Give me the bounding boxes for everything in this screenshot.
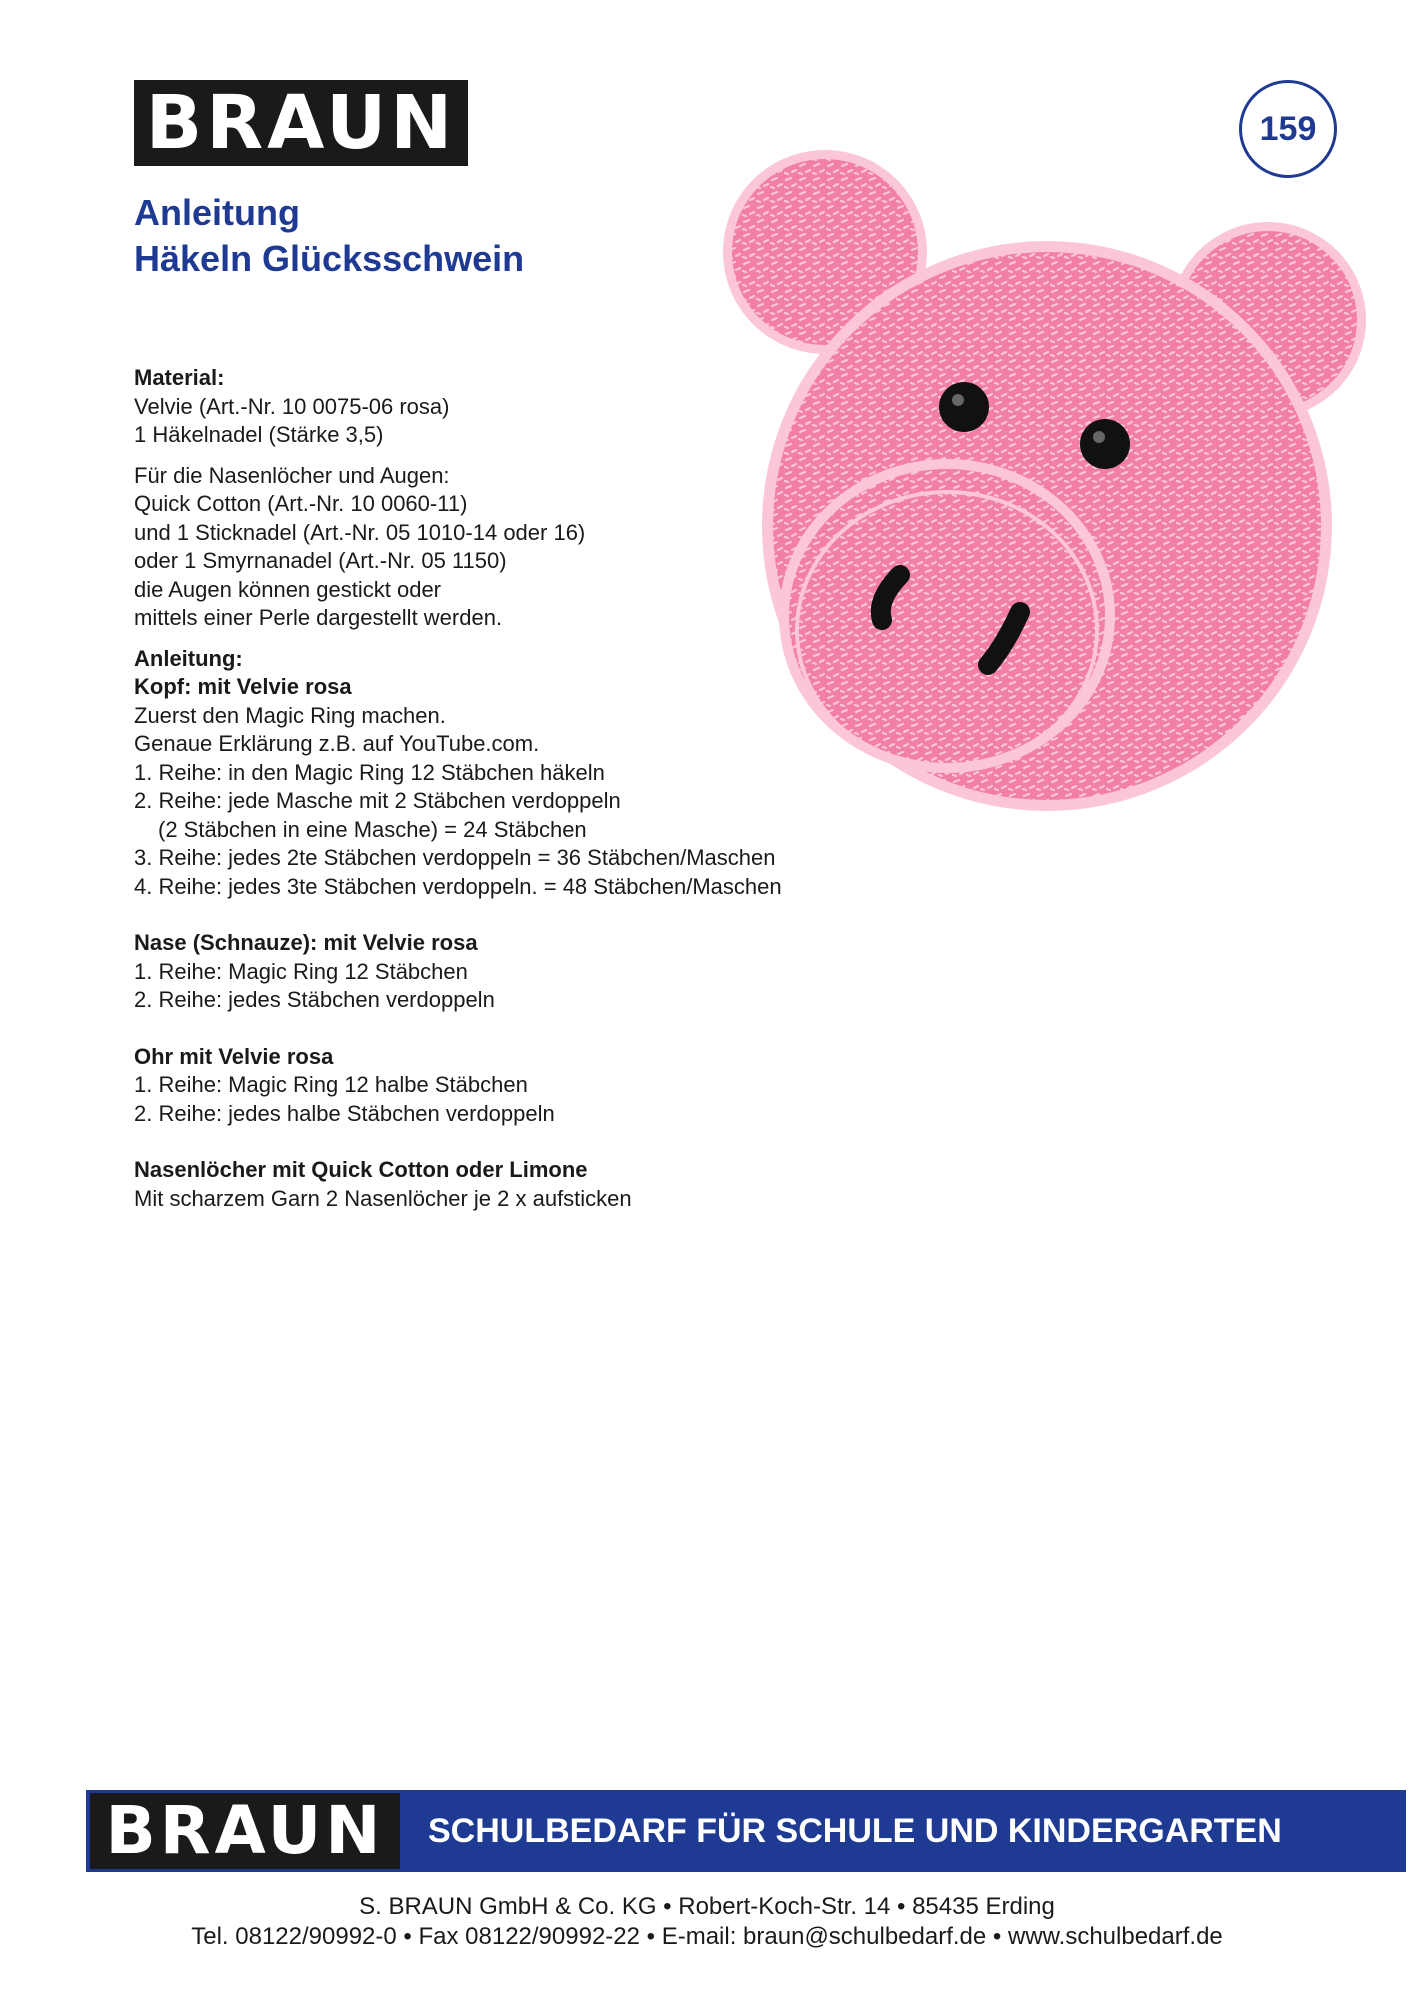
right-eye — [1080, 419, 1130, 469]
kopf-line: 4. Reihe: jedes 3te Stäbchen verdoppeln. = 48 Stäbchen/Maschen — [134, 873, 782, 899]
ear-instructions-section — [134, 1043, 894, 1129]
extra-material-section — [134, 462, 894, 633]
nose-instructions-section — [134, 929, 894, 1015]
extra-line: die Augen können gestickt oder — [134, 576, 442, 602]
instructions-body — [134, 364, 894, 1241]
ohr-heading: Ohr mit Velvie rosa — [134, 1043, 334, 1069]
footer-contact — [0, 1892, 1414, 1952]
head-instructions-section — [134, 645, 894, 902]
loecher-heading: Nasenlöcher mit Quick Cotton oder Limone — [134, 1157, 588, 1182]
extra-line: oder 1 Smyrnanadel (Art.-Nr. 05 1150) — [134, 548, 507, 573]
material-line: 1 Häkelnadel (Stärke 3,5) — [134, 422, 384, 447]
loecher-line: Mit scharzem Garn 2 Nasenlöcher je 2 x aufsticken — [134, 1185, 632, 1211]
footer-address: S. BRAUN GmbH & Co. KG • Robert-Koch-Str. 14 • 85435 Erding — [359, 1893, 1055, 1920]
footer-slogan: SCHULBEDARF FÜR SCHULE UND KINDERGARTEN — [428, 1811, 1282, 1850]
nostrils-instructions-section — [134, 1156, 894, 1213]
footer-contact-line: Tel. 08122/90992-0 • Fax 08122/90992-22 • E-mail: braun@schulbedarf.de • www.schulbedarf.de — [191, 1923, 1223, 1950]
logo-wordmark: BRAUN — [105, 1792, 385, 1869]
logo-wordmark: BRAUN — [145, 80, 457, 166]
kopf-line: (2 Stäbchen in eine Masche) = 24 Stäbchen — [158, 816, 587, 842]
extra-line: mittels einer Perle dargestellt werden. — [134, 605, 503, 630]
material-heading: Material: — [134, 365, 225, 390]
material-line: Velvie (Art.-Nr. 10 0075-06 rosa) — [134, 393, 450, 419]
kopf-heading: Kopf: mit Velvie rosa — [134, 674, 352, 699]
nase-heading: Nase (Schnauze): mit Velvie rosa — [134, 930, 478, 955]
braun-logo-footer — [90, 1793, 400, 1869]
nase-line: 1. Reihe: Magic Ring 12 Stäbchen — [134, 958, 468, 984]
ohr-line: 2. Reihe: jedes halbe Stäbchen verdoppeln — [134, 1100, 555, 1126]
kopf-line: 1. Reihe: in den Magic Ring 12 Stäbchen häkeln — [134, 759, 605, 785]
kopf-line: 3. Reihe: jedes 2te Stäbchen verdoppeln = 36 Stäbchen/Maschen — [134, 845, 776, 870]
material-section — [134, 364, 894, 450]
ohr-line: 1. Reihe: Magic Ring 12 halbe Stäbchen — [134, 1072, 528, 1097]
kopf-line: Zuerst den Magic Ring machen. — [134, 702, 446, 728]
kopf-line: Genaue Erklärung z.B. auf YouTube.com. — [134, 731, 540, 756]
braun-logo-top — [134, 80, 468, 166]
title-line-1: Anleitung — [134, 192, 300, 233]
extra-line: und 1 Sticknadel (Art.-Nr. 05 1010-14 oder 16) — [134, 519, 586, 545]
instructions-heading: Anleitung: — [134, 645, 243, 671]
page-number-badge: 159 — [1239, 80, 1337, 178]
extra-line: Quick Cotton (Art.-Nr. 10 0060-11) — [134, 491, 468, 516]
nase-line: 2. Reihe: jedes Stäbchen verdoppeln — [134, 987, 495, 1012]
title-line-2: Häkeln Glücksschwein — [134, 238, 525, 279]
kopf-line: 2. Reihe: jede Masche mit 2 Stäbchen verdoppeln — [134, 788, 621, 813]
left-eye — [939, 382, 989, 432]
page-title — [134, 190, 524, 282]
extra-line: Für die Nasenlöcher und Augen: — [134, 462, 450, 488]
